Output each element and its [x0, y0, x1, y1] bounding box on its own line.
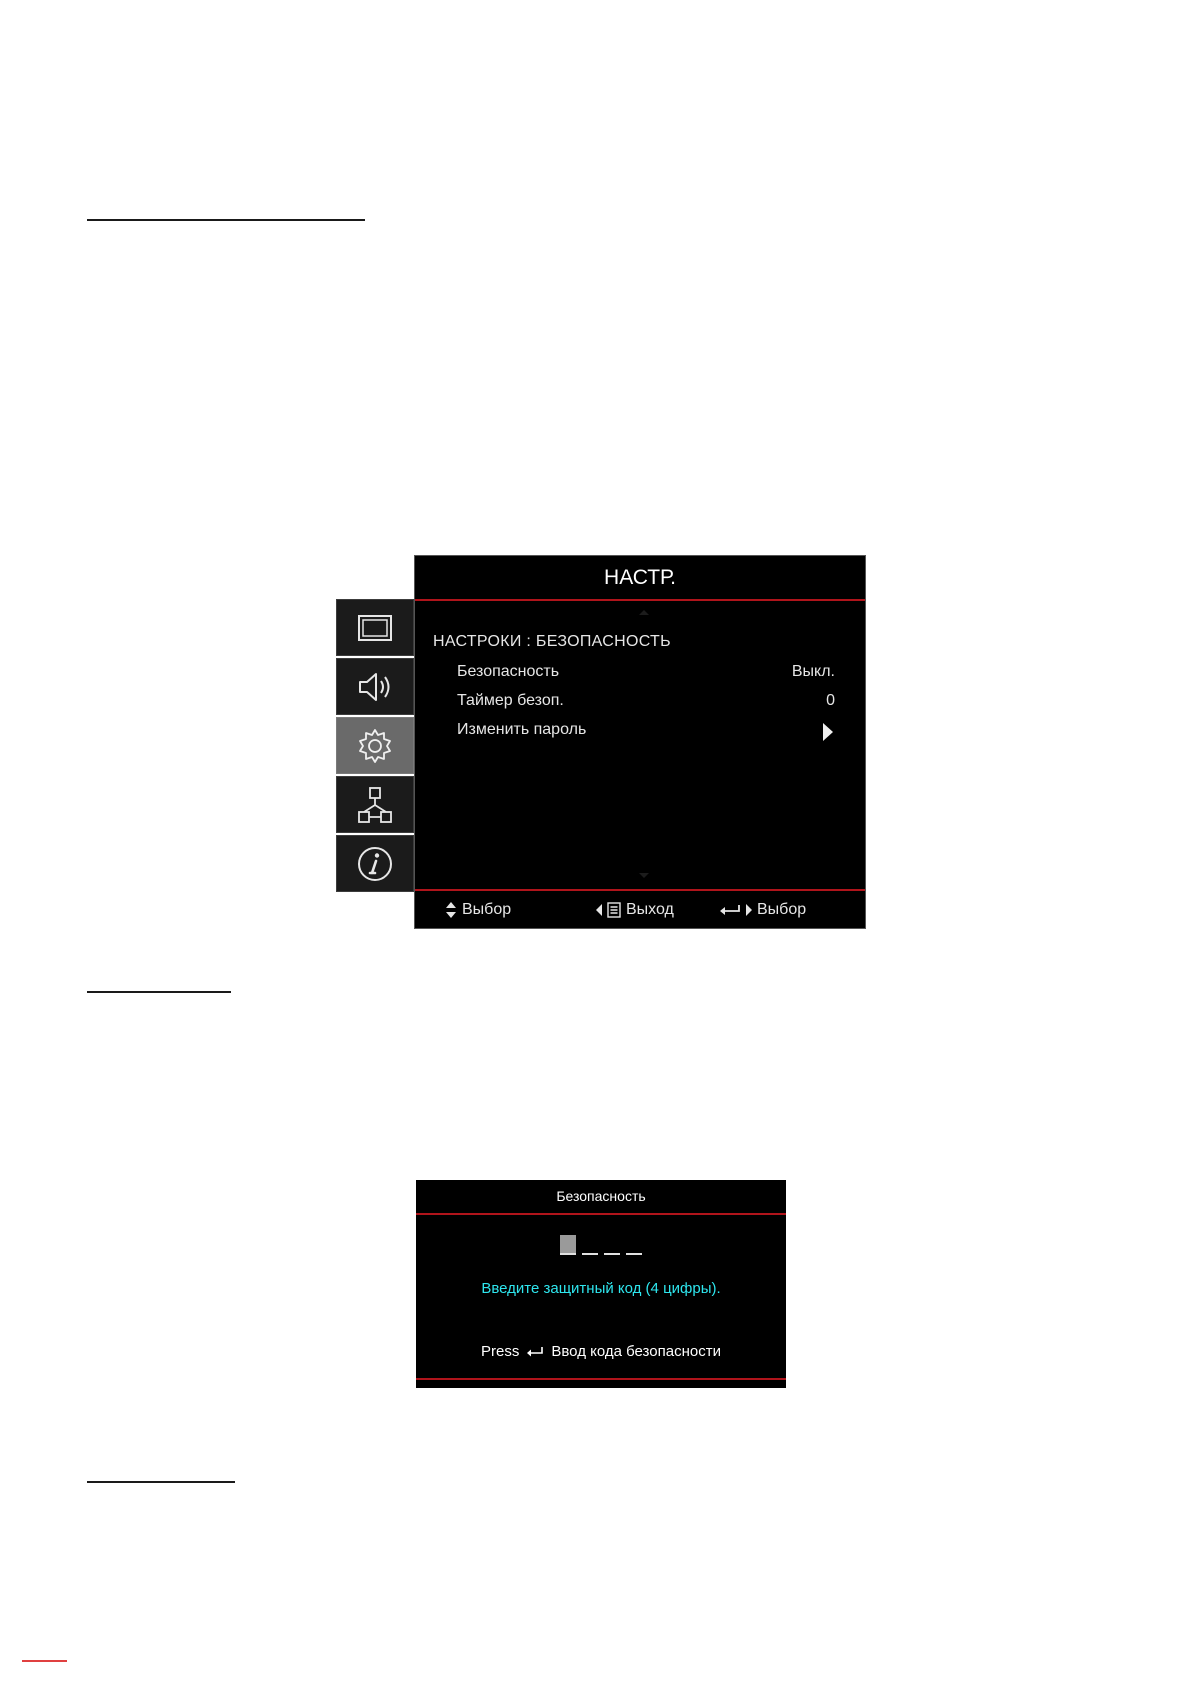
tab-settings[interactable]: [336, 717, 414, 774]
code-digit-3[interactable]: [604, 1235, 620, 1255]
osd-title: НАСТР.: [415, 556, 865, 601]
hint-select-up-down: [445, 901, 511, 919]
security-code-input[interactable]: [416, 1235, 786, 1255]
osd-breadcrumb: НАСТРОКИ : БЕЗОПАСНОСТЬ: [433, 633, 671, 650]
left-arrow-icon: [596, 904, 602, 916]
scroll-up-icon: [639, 610, 649, 615]
network-icon: [355, 785, 395, 825]
page-corner-rule: [22, 1660, 67, 1662]
code-digit-2[interactable]: [582, 1235, 598, 1255]
heading-rule-3: [87, 1481, 235, 1483]
menu-item-label: Безопасность: [457, 663, 560, 680]
security-dialog-title: Безопасность: [416, 1180, 786, 1215]
settings-icon: [355, 726, 395, 766]
menu-item-security-timer[interactable]: [457, 692, 835, 714]
up-down-arrows-icon: [445, 901, 457, 919]
osd-footer: [415, 889, 865, 928]
display-icon: [355, 608, 395, 648]
press-action-label: Ввод кода безопасности: [551, 1343, 721, 1360]
heading-rule-2: [87, 991, 231, 993]
hint-select-enter-label: Выбор: [757, 901, 807, 918]
code-digit-4[interactable]: [626, 1235, 642, 1255]
menu-item-change-password[interactable]: [457, 721, 835, 743]
hint-select-enter: [719, 901, 806, 919]
security-dialog-hint: [416, 1343, 786, 1360]
tab-network[interactable]: [336, 776, 414, 833]
security-dialog-prompt: Введите защитный код (4 цифры).: [481, 1280, 721, 1297]
menu-item-value: 0: [826, 692, 835, 709]
enter-icon: [719, 903, 741, 917]
press-label: Press: [481, 1343, 520, 1360]
menu-item-security[interactable]: [457, 663, 835, 685]
info-icon: [355, 844, 395, 884]
heading-rule-1: [87, 219, 365, 221]
hint-exit-label: Выход: [626, 901, 674, 918]
code-digit-1[interactable]: [560, 1235, 576, 1255]
menu-item-label: Изменить пароль: [457, 721, 587, 738]
hint-select-label: Выбор: [462, 901, 512, 918]
security-dialog: [416, 1180, 786, 1388]
tab-audio[interactable]: [336, 658, 414, 715]
osd-tab-bar: [336, 599, 414, 894]
scroll-down-icon: [639, 873, 649, 878]
tab-display[interactable]: [336, 599, 414, 656]
enter-icon: [526, 1346, 544, 1358]
right-arrow-icon: [746, 904, 752, 916]
audio-icon: [355, 667, 395, 707]
menu-item-value: Выкл.: [791, 663, 835, 680]
tab-info[interactable]: [336, 835, 414, 892]
menu-icon: [607, 902, 621, 918]
menu-item-label: Таймер безоп.: [457, 692, 564, 709]
security-dialog-bottom-line: [416, 1378, 786, 1380]
submenu-arrow-icon: [823, 723, 833, 741]
osd-menu-panel: [414, 555, 866, 929]
hint-exit: [596, 901, 674, 919]
